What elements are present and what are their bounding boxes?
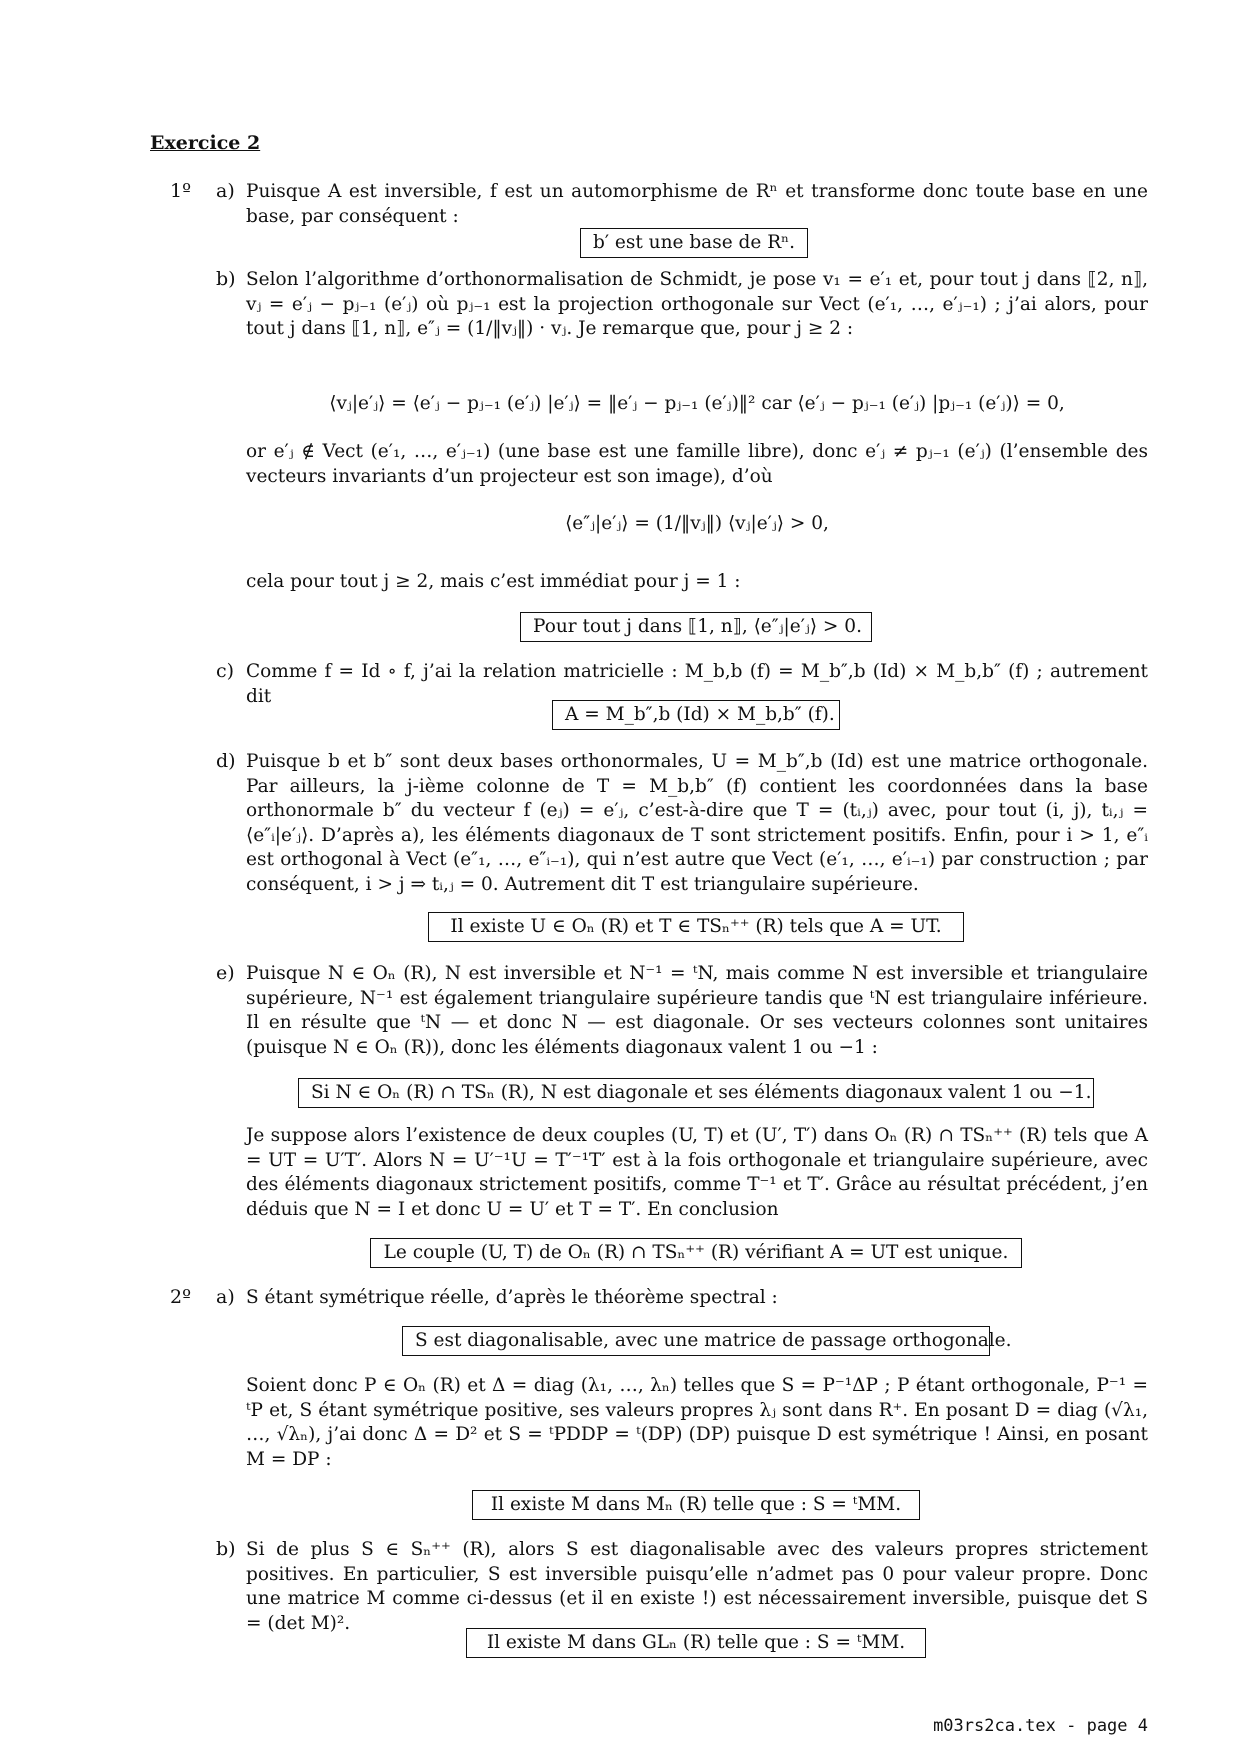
- result-box-1c: A = M_b″,b (Id) × M_b,b″ (f).: [552, 700, 840, 730]
- result-box-2a-2: Il existe M dans Mₙ (R) telle que : S = ᵗMM.: [472, 1490, 920, 1520]
- item-2b-label: b): [216, 1538, 236, 1560]
- item-1b-text3: cela pour tout j ≥ 2, mais c’est immédiat pour j = 1 :: [246, 571, 741, 592]
- result-box-1d: Il existe U ∈ Oₙ (R) et T ∈ TSₙ⁺⁺ (R) tels que A = UT.: [428, 912, 964, 942]
- item-1b-text2: or e′ⱼ ∉ Vect (e′₁, …, e′ⱼ₋₁) (une base est une famille libre), donc e′ⱼ ≠ pⱼ₋₁ (e′ⱼ) (l’ensemble des vecteurs invariants d’un projecteur est son image), d’où: [246, 441, 1148, 487]
- item-1e-text2: Je suppose alors l’existence de deux couples (U, T) et (U′, T′) dans Oₙ (R) ∩ TSₙ⁺⁺ (R) tels que A = UT = U′T′. Alors N = U′⁻¹U = T′⁻¹T′ est à la fois orthogonale et triangulaire supérieure, avec des éléments diagonaux strictement positifs, comme T⁻¹ et T′. Grâce au résultat précédent, j’en déduis que N = I et donc U = U′ et T = T′. En conclusion: [246, 1125, 1148, 1220]
- exercise-title: Exercice 2: [150, 132, 261, 154]
- result-box-1e: Si N ∈ Oₙ (R) ∩ TSₙ (R), N est diagonale et ses éléments diagonaux valent 1 ou −1.: [298, 1078, 1094, 1108]
- equation-1b-1: ⟨vⱼ|e′ⱼ⟩ = ⟨e′ⱼ − pⱼ₋₁ (e′ⱼ) |e′ⱼ⟩ = ‖e′ⱼ − pⱼ₋₁ (e′ⱼ)‖² car ⟨e′ⱼ − pⱼ₋₁ (e′ⱼ) |pⱼ₋₁ (e′ⱼ)⟩ = 0,: [329, 393, 1065, 414]
- result-box-1e-2: Le couple (U, T) de Oₙ (R) ∩ TSₙ⁺⁺ (R) vérifiant A = UT est unique.: [370, 1238, 1022, 1268]
- item-1a-text: Puisque A est inversible, f est un automorphisme de Rⁿ et transforme donc toute base en une base, par conséquent :: [246, 181, 1148, 227]
- item-2a-text: S étant symétrique réelle, d’après le théorème spectral :: [246, 1287, 778, 1308]
- result-box-1a: b′ est une base de Rⁿ.: [580, 228, 808, 258]
- equation-1b-2: ⟨e″ⱼ|e′ⱼ⟩ = (1/‖vⱼ‖) ⟨vⱼ|e′ⱼ⟩ > 0,: [565, 513, 829, 534]
- item-2a-label: a): [216, 1286, 235, 1308]
- result-box-1b: Pour tout j dans ⟦1, n⟧, ⟨e″ⱼ|e′ⱼ⟩ > 0.: [520, 612, 872, 642]
- item-1c-label: c): [216, 660, 235, 682]
- item-1d-text: Puisque b et b″ sont deux bases orthonormales, U = M_b″,b (Id) est une matrice orthogonale. Par ailleurs, la j-ième colonne de T = M_b,b″ (f) contient les coordonnées dans la base orthonormale b″ du vecteur f (eⱼ) = e′ⱼ, c’est-à-dire que T = (tᵢ,ⱼ) avec, pour tout (i, j), tᵢ,ⱼ = ⟨e″ᵢ|e′ⱼ⟩. D’après a), les éléments diagonaux de T sont strictement positifs. Enfin, pour i > 1, e″ᵢ est orthogonal à Vect (e″₁, …, e″ᵢ₋₁), qui n’est autre que Vect (e′₁, …, e′ᵢ₋₁) par construction ; par conséquent, i > j ⇒ tᵢ,ⱼ = 0. Autrement dit T est triangulaire supérieure.: [246, 751, 1148, 895]
- item-1c-text: Comme f = Id ∘ f, j’ai la relation matricielle : M_b,b (f) = M_b″,b (Id) × M_b,b″ (f) ; autrement dit: [246, 661, 1148, 707]
- part1-label: 1º: [170, 180, 192, 202]
- item-1e-text: Puisque N ∈ Oₙ (R), N est inversible et N⁻¹ = ᵗN, mais comme N est inversible et triangulaire supérieure, N⁻¹ est également triangulaire supérieure tandis que ᵗN est triangulaire inférieure. Il en résulte que ᵗN — et donc N — est diagonale. Or ses vecteurs colonnes sont unitaires (puisque N ∈ Oₙ (R)), donc les éléments diagonaux valent 1 ou −1 :: [246, 963, 1148, 1058]
- item-1a-label: a): [216, 180, 235, 202]
- item-1b-label: b): [216, 268, 236, 290]
- result-box-2b: Il existe M dans GLₙ (R) telle que : S = ᵗMM.: [466, 1628, 926, 1658]
- item-1d-label: d): [216, 750, 236, 772]
- part2-label: 2º: [170, 1286, 192, 1308]
- page-footer: m03rs2ca.tex - page 4: [933, 1716, 1148, 1736]
- item-2a-text2: Soient donc P ∈ Oₙ (R) et Δ = diag (λ₁, …, λₙ) telles que S = P⁻¹ΔP ; P étant orthogonale, P⁻¹ = ᵗP et, S étant symétrique positive, ses valeurs propres λⱼ sont dans R⁺. En posant D = diag (√λ₁, …, √λₙ), j’ai donc Δ = D² et S = ᵗPDDP = ᵗ(DP) (DP) puisque D est symétrique ! Ainsi, en posant M = DP :: [246, 1375, 1148, 1470]
- result-box-2a: S est diagonalisable, avec une matrice de passage orthogonale.: [402, 1326, 990, 1356]
- item-2b-text: Si de plus S ∈ Sₙ⁺⁺ (R), alors S est diagonalisable avec des valeurs propres strictement positives. En particulier, S est inversible puisqu’elle n’admet pas 0 pour valeur propre. Donc une matrice M comme ci-dessus (et il en existe !) est nécessairement inversible, puisque det S = (det M)².: [246, 1539, 1148, 1634]
- item-1b-text: Selon l’algorithme d’orthonormalisation de Schmidt, je pose v₁ = e′₁ et, pour tout j dans ⟦2, n⟧, vⱼ = e′ⱼ − pⱼ₋₁ (e′ⱼ) où pⱼ₋₁ est la projection orthogonale sur Vect (e′₁, …, e′ⱼ₋₁) ; j’ai alors, pour tout j dans ⟦1, n⟧, e″ⱼ = (1/‖vⱼ‖) · vⱼ. Je remarque que, pour j ≥ 2 :: [246, 269, 1148, 339]
- item-1e-label: e): [216, 962, 235, 984]
